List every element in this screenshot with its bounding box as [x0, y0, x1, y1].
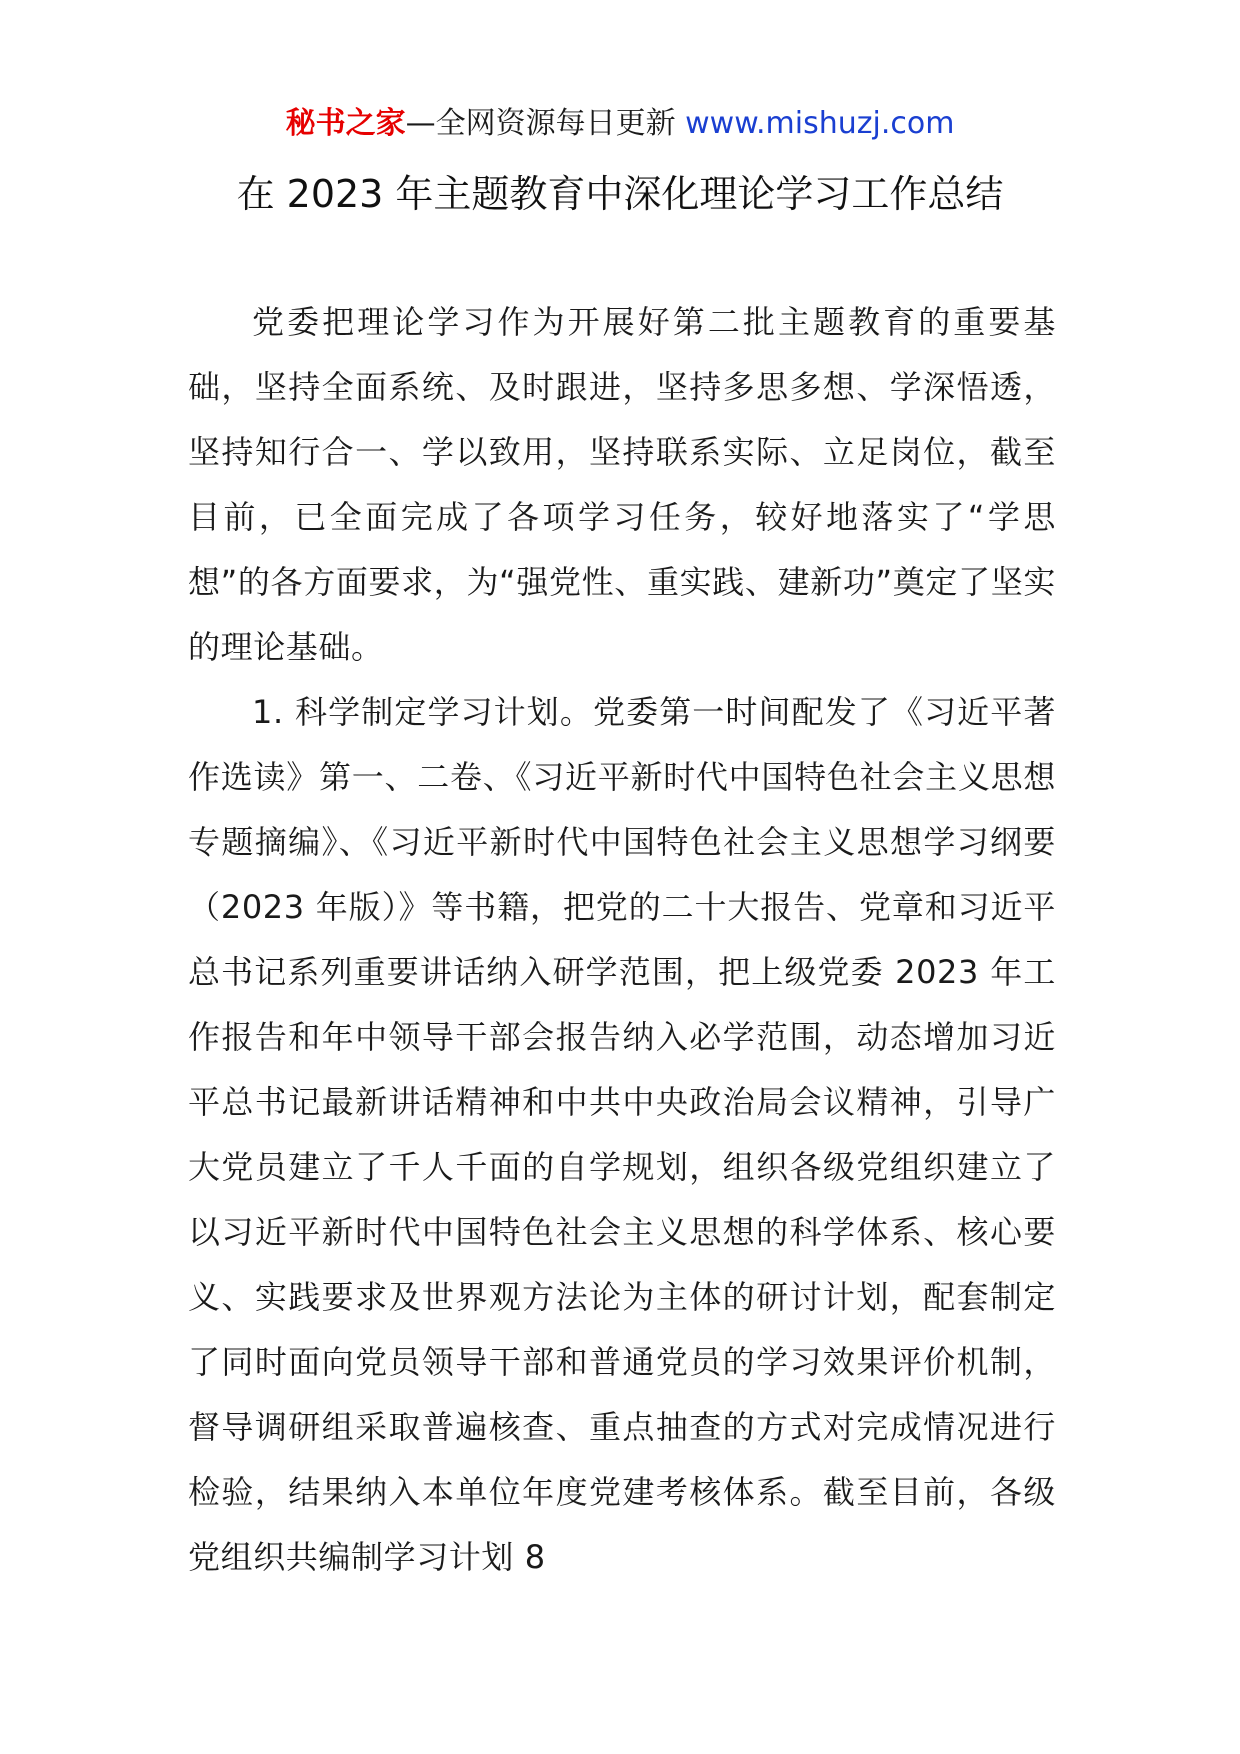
header-tagline: —全网资源每日更新: [405, 106, 686, 141]
paragraph-study-plan: 1. 科学制定学习计划。党委第一时间配发了《习近平著作选读》第一、二卷、《习近平新时代中国特色社会主义思想专题摘编》、《习近平新时代中国特色社会主义思想学习纲要（2023 年版）》等书籍，把党的二十大报告、党章和习近平总书记系列重要讲话纳入研学范围，把上级党委 2023 年工作报告和年中领导干部会报告纳入必学范围，动态增加习近平总书记最新讲话精神和中共中央政治局会议精神，引导广大党员建立了千人千面的自学规划，组织各级党组织建立了以习近平新时代中国特色社会主义思想的科学体系、核心要义、实践要求及世界观方法论为主体的研讨计划，配套制定了同时面向党员领导干部和普通党员的学习效果评价机制，督导调研组采取普遍核查、重点抽查的方式对完成情况进行检验，结果纳入本单位年度党建考核体系。截至目前，各级党组织共编制学习计划 8: [188, 693, 1056, 1576]
paragraph-intro: 党委把理论学习作为开展好第二批主题教育的重要基础，坚持全面系统、及时跟进，坚持多思多想、学深悟透，坚持知行合一、学以致用，坚持联系实际、立足岗位，截至目前，已全面完成了各项学习任务，较好地落实了“学思想”的各方面要求，为“强党性、重实践、建新功”奠定了坚实的理论基础。: [188, 303, 1056, 666]
website-link[interactable]: www.mishuzj.com: [685, 106, 955, 141]
document-body: [188, 290, 1056, 1590]
document-title: 在 2023 年主题教育中深化理论学习工作总结: [236, 172, 1004, 216]
header-banner: [0, 104, 1240, 144]
brand-name: 秘书之家: [285, 106, 406, 141]
